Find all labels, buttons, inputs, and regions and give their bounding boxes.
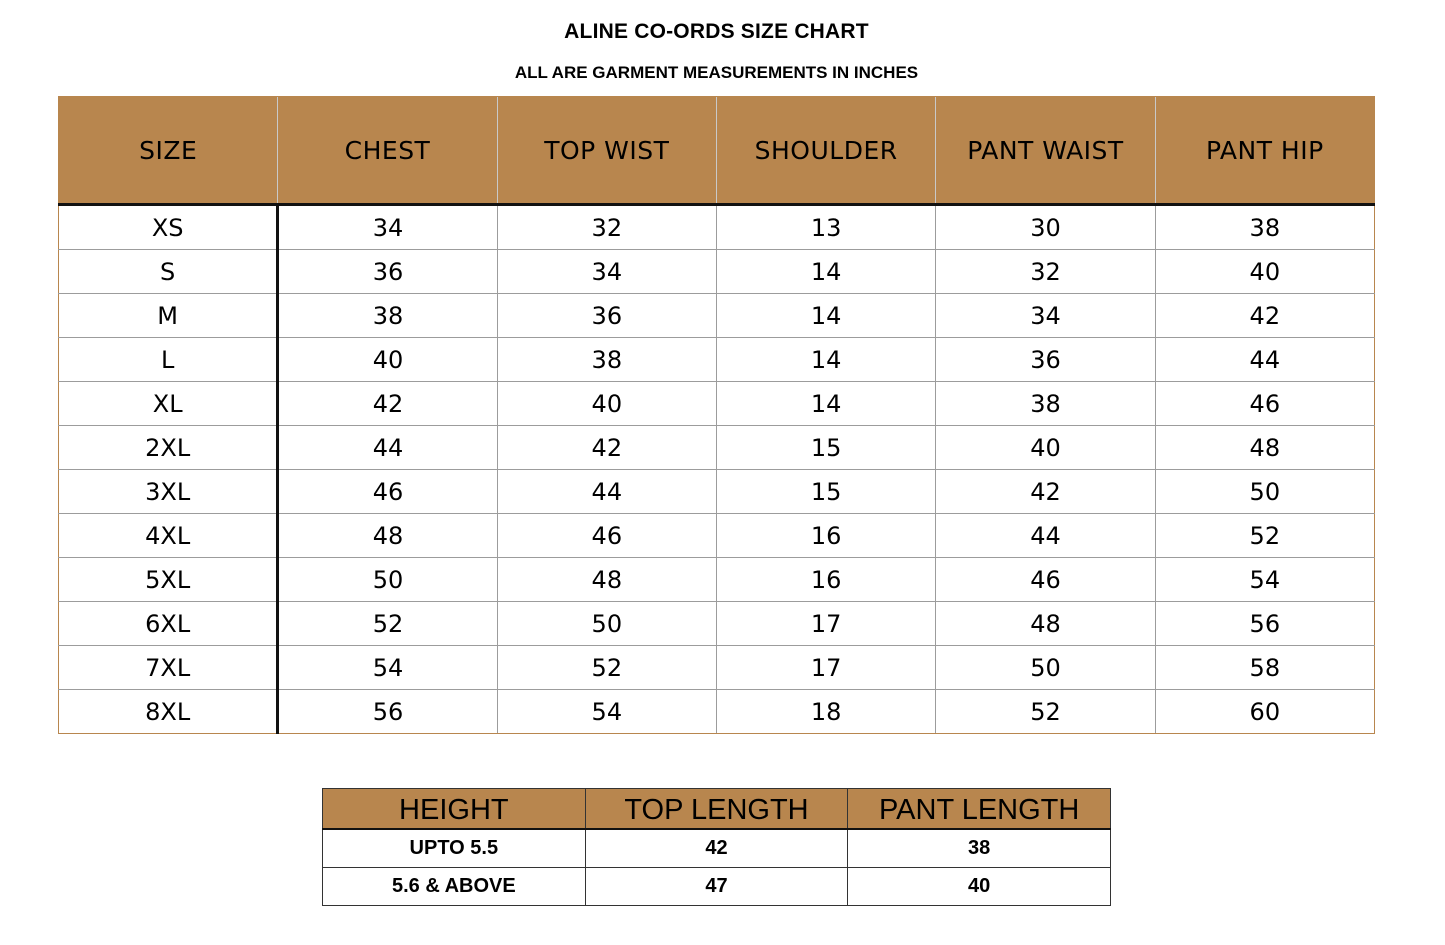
size-cell: S [59,250,278,294]
shoulder-cell: 15 [716,470,935,514]
pant-hip-cell: 58 [1155,646,1374,690]
size-cell: 6XL [59,602,278,646]
height-cell: 5.6 & ABOVE [323,868,586,906]
top-waist-cell: 32 [497,205,716,250]
shoulder-cell: 14 [716,338,935,382]
size-cell: 2XL [59,426,278,470]
top-waist-cell: 42 [497,426,716,470]
table-row [59,690,1375,734]
top-length-cell: 42 [585,829,848,868]
chest-cell: 48 [278,514,497,558]
shoulder-cell: 15 [716,426,935,470]
size-cell: 3XL [59,470,278,514]
shoulder-cell: 14 [716,250,935,294]
table-row [59,294,1375,338]
size-cell: 7XL [59,646,278,690]
shoulder-cell: 18 [716,690,935,734]
chest-cell: 40 [278,338,497,382]
column-header-top-waist: TOP WIST [497,97,716,205]
shoulder-cell: 13 [716,205,935,250]
table-row [59,602,1375,646]
pant-hip-cell: 52 [1155,514,1374,558]
chest-cell: 38 [278,294,497,338]
pant-hip-cell: 56 [1155,602,1374,646]
pant-hip-cell: 50 [1155,470,1374,514]
table-row [323,829,1111,868]
pant-waist-cell: 36 [936,338,1155,382]
table-row [323,868,1111,906]
top-waist-cell: 50 [497,602,716,646]
shoulder-cell: 17 [716,602,935,646]
pant-hip-cell: 60 [1155,690,1374,734]
top-waist-cell: 36 [497,294,716,338]
top-waist-cell: 40 [497,382,716,426]
shoulder-cell: 14 [716,294,935,338]
top-length-cell: 47 [585,868,848,906]
pant-waist-cell: 48 [936,602,1155,646]
page-subtitle: ALL ARE GARMENT MEASUREMENTS IN INCHES [514,63,919,82]
shoulder-cell: 16 [716,514,935,558]
size-cell: L [59,338,278,382]
top-waist-cell: 46 [497,514,716,558]
chest-cell: 50 [278,558,497,602]
chest-cell: 56 [278,690,497,734]
pant-hip-cell: 42 [1155,294,1374,338]
column-header-chest: CHEST [278,97,497,205]
table-row [59,250,1375,294]
size-cell: XL [59,382,278,426]
chest-cell: 44 [278,426,497,470]
chest-cell: 52 [278,602,497,646]
pant-waist-cell: 44 [936,514,1155,558]
column-header-pant-hip: PANT HIP [1155,97,1374,205]
pant-length-cell: 38 [848,829,1111,868]
table-row [59,646,1375,690]
page-title: ALINE CO-ORDS SIZE CHART [564,20,869,43]
table-row [59,514,1375,558]
pant-length-cell: 40 [848,868,1111,906]
size-chart-table [58,96,1375,734]
chest-cell: 42 [278,382,497,426]
chest-cell: 54 [278,646,497,690]
pant-hip-cell: 48 [1155,426,1374,470]
height-cell: UPTO 5.5 [323,829,586,868]
pant-hip-cell: 44 [1155,338,1374,382]
chest-cell: 46 [278,470,497,514]
length-chart-header-row [323,789,1111,830]
shoulder-cell: 17 [716,646,935,690]
pant-waist-cell: 52 [936,690,1155,734]
pant-hip-cell: 40 [1155,250,1374,294]
table-row [59,558,1375,602]
pant-waist-cell: 50 [936,646,1155,690]
pant-waist-cell: 38 [936,382,1155,426]
top-waist-cell: 52 [497,646,716,690]
column-header-shoulder: SHOULDER [716,97,935,205]
column-header-height: HEIGHT [323,789,586,830]
pant-waist-cell: 30 [936,205,1155,250]
length-chart-table [322,788,1111,906]
table-row [59,338,1375,382]
table-row [59,426,1375,470]
size-cell: 4XL [59,514,278,558]
pant-waist-cell: 34 [936,294,1155,338]
pant-waist-cell: 40 [936,426,1155,470]
column-header-pant-length: PANT LENGTH [848,789,1111,830]
size-cell: 8XL [59,690,278,734]
column-header-top-length: TOP LENGTH [585,789,848,830]
pant-waist-cell: 42 [936,470,1155,514]
table-row [59,470,1375,514]
top-waist-cell: 54 [497,690,716,734]
top-waist-cell: 44 [497,470,716,514]
pant-waist-cell: 46 [936,558,1155,602]
size-chart-header-row [59,97,1375,205]
size-cell: XS [59,205,278,250]
table-row [59,382,1375,426]
pant-hip-cell: 38 [1155,205,1374,250]
table-row [59,205,1375,250]
column-header-size: SIZE [59,97,278,205]
chest-cell: 34 [278,205,497,250]
size-cell: M [59,294,278,338]
shoulder-cell: 16 [716,558,935,602]
pant-hip-cell: 54 [1155,558,1374,602]
column-header-pant-waist: PANT WAIST [936,97,1155,205]
top-waist-cell: 34 [497,250,716,294]
pant-waist-cell: 32 [936,250,1155,294]
top-waist-cell: 38 [497,338,716,382]
top-waist-cell: 48 [497,558,716,602]
chest-cell: 36 [278,250,497,294]
shoulder-cell: 14 [716,382,935,426]
size-cell: 5XL [59,558,278,602]
pant-hip-cell: 46 [1155,382,1374,426]
